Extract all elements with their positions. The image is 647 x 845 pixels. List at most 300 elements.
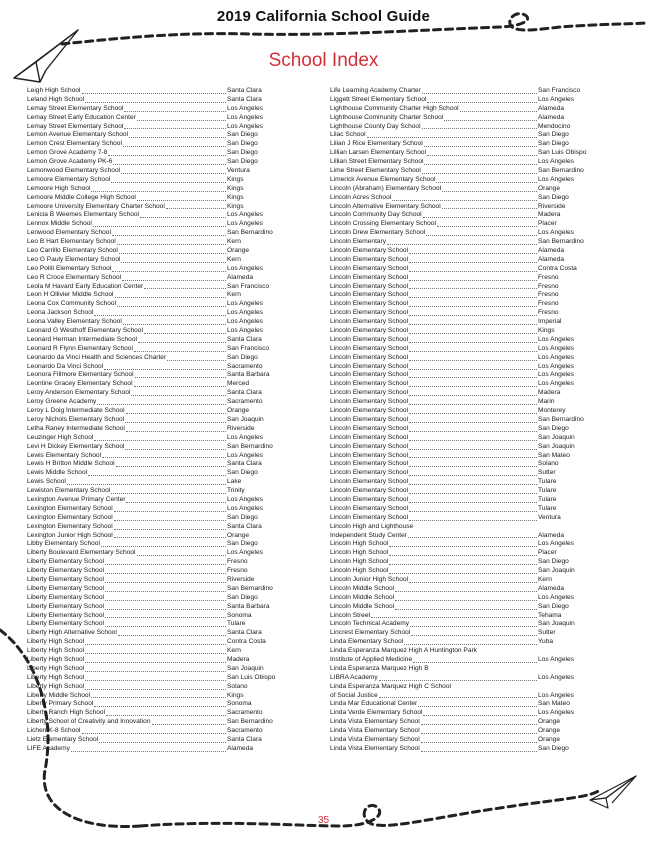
county-name: San Joaquin [538, 433, 575, 441]
dot-leader [409, 511, 537, 512]
county-name: Sacramento [227, 362, 263, 370]
index-entry [330, 558, 600, 567]
page-title: School Index [268, 50, 379, 71]
dot-leader [114, 529, 226, 530]
index-entry [27, 709, 289, 718]
school-name: Lincoln Technical Academy [330, 620, 410, 628]
county-name: Placer [538, 220, 557, 228]
school-name: Liberty Elementary School [27, 593, 104, 601]
index-entry [330, 540, 600, 549]
county-name: Los Angeles [538, 655, 574, 663]
county-name: Los Angeles [227, 211, 263, 219]
county-name: Alameda [538, 255, 565, 263]
county-name: Santa Clara [227, 95, 262, 103]
index-entry [27, 318, 289, 327]
county-name: Sutter [538, 469, 556, 477]
county-name: Los Angeles [538, 229, 574, 237]
index-entry [27, 336, 289, 345]
index-entry [330, 185, 600, 194]
school-name: Lincoln Elementary School [330, 282, 409, 290]
school-name: Leland High School [27, 95, 85, 103]
dot-leader [115, 297, 227, 298]
index-entry [330, 736, 600, 745]
index-entry [27, 354, 289, 363]
school-name: Liberty Middle School [27, 691, 91, 699]
county-name: Tulare [538, 504, 557, 512]
county-name: Los Angeles [538, 371, 574, 379]
school-name: Linda Vista Elementary School [330, 736, 420, 743]
dot-leader [409, 457, 537, 458]
dot-leader [427, 155, 537, 156]
dot-leader [129, 137, 226, 138]
dot-leader [105, 609, 226, 610]
county-name: San Diego [538, 193, 569, 201]
dot-leader [404, 644, 537, 645]
index-entry [27, 540, 289, 549]
index-entry [330, 585, 600, 594]
county-name: Solano [538, 460, 559, 468]
index-entry [330, 318, 600, 327]
county-name: San Diego [227, 469, 258, 477]
index-entry [27, 194, 289, 203]
school-name: Leon H Ollivier Middle School [27, 291, 114, 299]
school-name: Liberty High School [27, 638, 85, 646]
school-name: Liberty High School [27, 664, 85, 672]
dot-leader [114, 520, 226, 521]
index-entry [27, 220, 289, 229]
dot-leader [395, 609, 537, 610]
index-entry [27, 460, 289, 469]
index-entry [27, 87, 289, 96]
index-entry [27, 96, 289, 105]
dot-leader [118, 635, 226, 636]
county-name: Sacramento [227, 709, 263, 717]
index-entry [330, 487, 600, 496]
index-entry [27, 389, 289, 398]
dot-leader [423, 715, 537, 716]
dot-leader [85, 102, 226, 103]
dot-leader [421, 733, 537, 734]
school-name: Linda Esperanza Marquez High B [330, 664, 429, 672]
dot-leader [389, 573, 537, 574]
index-entry [27, 185, 289, 194]
dot-leader [166, 208, 226, 209]
index-entry [27, 363, 289, 372]
school-name: Lime Street Elementary School [330, 167, 421, 174]
county-name: Santa Clara [227, 460, 262, 468]
dot-leader [122, 280, 226, 281]
school-name: Lincoln Elementary School [330, 327, 409, 335]
dot-leader [379, 680, 537, 681]
school-name: Lemay Street Early Education Center [27, 113, 136, 121]
school-name: Liberty High School [27, 673, 85, 681]
county-name: San Joaquin [538, 442, 575, 450]
paper-plane-small-icon [590, 776, 636, 808]
index-entry [330, 656, 600, 665]
dot-leader [138, 342, 226, 343]
school-name: Lincoln High School [330, 540, 389, 548]
county-name: San Diego [227, 540, 258, 548]
index-entry [27, 638, 289, 647]
school-name: Lighthouse County Day School [330, 122, 421, 130]
dot-leader [409, 280, 537, 281]
index-entry [27, 629, 289, 638]
index-entry [27, 683, 289, 692]
school-name: Lincoln Elementary School [330, 335, 409, 343]
index-entry [330, 745, 600, 754]
school-name: Lincoln Elementary School [330, 407, 409, 415]
county-name: Los Angeles [538, 362, 574, 370]
index-entry [330, 647, 600, 656]
index-entry [330, 149, 600, 158]
school-name: Lincoln High and Lighthouse [330, 522, 414, 530]
county-name: Fresno [227, 558, 248, 566]
index-entry [330, 309, 600, 318]
county-name: Alameda [538, 104, 565, 112]
dot-leader [93, 226, 226, 227]
index-column-left [27, 87, 289, 754]
school-name: Lewis Middle School [27, 469, 88, 477]
county-name: Los Angeles [538, 593, 574, 601]
index-entry [27, 505, 289, 514]
dot-leader [106, 715, 226, 716]
dot-leader [67, 484, 226, 485]
county-name: Sonoma [227, 700, 252, 708]
school-name: Lincoln Elementary School [330, 451, 409, 459]
dot-leader [105, 626, 226, 627]
county-name: Kern [227, 291, 241, 299]
index-entry [27, 478, 289, 487]
county-name: Orange [538, 736, 560, 743]
dot-leader [424, 146, 537, 147]
school-name: Lincoln Elementary School [330, 398, 409, 406]
county-name: Placer [538, 549, 557, 557]
index-entry [330, 549, 600, 558]
county-name: Los Angeles [227, 309, 263, 317]
school-name: Liberty School of Creativity and Innovation [27, 718, 151, 726]
school-name: Lincoln Elementary School [330, 478, 409, 486]
school-name: Lincoln Elementary School [330, 442, 409, 450]
index-entry [330, 532, 600, 541]
county-name: San Diego [227, 131, 258, 139]
dot-leader [137, 555, 227, 556]
index-entry [330, 211, 600, 220]
dot-leader [422, 173, 537, 174]
county-name: Los Angeles [538, 344, 574, 352]
school-name: Leo G Pauly Elementary School [27, 255, 121, 263]
county-name: Los Angeles [227, 113, 263, 121]
county-name: Fresno [227, 567, 248, 575]
school-name: Lilac School [330, 131, 366, 139]
county-name: Kern [227, 238, 241, 246]
index-entry [330, 220, 600, 229]
index-entry [27, 398, 289, 407]
county-name: Sonoma [227, 611, 252, 619]
dot-leader [426, 235, 537, 236]
school-name: Leonard G Westhoff Elementary School [27, 327, 143, 335]
index-entry [330, 452, 600, 461]
dot-leader [124, 128, 226, 129]
index-entry [27, 727, 289, 736]
school-name: Linda Vista Elementary School [330, 718, 420, 726]
school-name: Lincoln Middle School [330, 602, 395, 610]
school-name: Lincoln Elementary School [330, 273, 409, 281]
county-name: San Bernardino [227, 584, 273, 592]
dot-leader [442, 208, 537, 209]
index-entry [330, 514, 600, 523]
school-name: Linda Vista Elementary School [330, 727, 420, 735]
index-entry [27, 131, 289, 140]
county-name: San Francisco [227, 344, 270, 352]
dot-leader [99, 742, 226, 743]
dot-leader [137, 200, 226, 201]
school-name: Liberty Elementary School [27, 575, 104, 583]
dot-leader [94, 440, 226, 441]
dot-leader [85, 662, 226, 663]
dot-leader [117, 244, 226, 245]
index-entry [27, 274, 289, 283]
dot-leader [137, 120, 226, 121]
county-name: Alameda [538, 584, 565, 592]
dot-leader [409, 484, 537, 485]
school-name: Lincoln Elementary School [330, 247, 409, 255]
school-name: Lincoln Elementary School [330, 300, 409, 308]
dot-leader [421, 724, 537, 725]
dot-leader [123, 324, 226, 325]
dot-leader [126, 502, 226, 503]
dot-leader [71, 751, 226, 752]
county-name: San Joaquin [538, 620, 575, 628]
index-entry [330, 683, 600, 692]
dot-leader [409, 431, 537, 432]
index-entry [330, 229, 600, 238]
dot-leader [88, 475, 226, 476]
dot-leader [421, 742, 537, 743]
index-entry [27, 247, 289, 256]
dot-leader [104, 369, 226, 370]
school-name: Lincoln Drew Elementary School [330, 229, 426, 237]
school-name: Lincoln Elementary School [330, 469, 409, 477]
index-entry [27, 105, 289, 114]
index-entry [330, 700, 600, 709]
index-entry [27, 211, 289, 220]
school-name: Leonardo da Vinci Health and Sciences Charter [27, 353, 167, 361]
school-name: Linda Vista Elementary School [330, 744, 420, 752]
dot-leader [437, 226, 537, 227]
county-name: Ventura [227, 167, 250, 174]
dot-leader [117, 306, 226, 307]
school-name: Lincoln Middle School [330, 593, 395, 601]
dot-leader [409, 369, 537, 370]
school-name: Leroy Anderson Elementary School [27, 389, 131, 397]
school-name: Lincoln Elementary School [330, 362, 409, 370]
school-name: Lincoln Elementary School [330, 318, 409, 326]
school-name: Linda Verde Elementary School [330, 709, 423, 717]
county-name: San Luis Obispo [227, 673, 276, 681]
dot-leader [409, 288, 537, 289]
dot-leader [409, 315, 537, 316]
school-name: Lincoln Elementary School [330, 353, 409, 361]
county-name: Los Angeles [538, 380, 574, 388]
school-name: Lincoln Elementary School [330, 264, 409, 272]
dot-leader [409, 377, 537, 378]
dot-leader [423, 217, 537, 218]
dot-leader [367, 137, 537, 138]
index-entry [27, 443, 289, 452]
dot-leader [135, 377, 226, 378]
school-name: LIBRA Academy [330, 673, 378, 681]
school-name: Lincoln Elementary School [330, 424, 409, 432]
index-entry [27, 407, 289, 416]
dot-leader [392, 200, 537, 201]
school-name: Liberty Ranch High School [27, 709, 106, 717]
county-name: Fresno [538, 282, 559, 290]
school-name: Linda Mar Educational Center [330, 700, 418, 708]
index-entry [27, 523, 289, 532]
school-name: Lincoln Elementary School [330, 487, 409, 495]
index-entry [27, 736, 289, 745]
index-entry [330, 140, 600, 149]
dot-leader [389, 564, 537, 565]
school-name: of Social Justice [330, 691, 378, 699]
county-name: Los Angeles [538, 335, 574, 343]
school-name: Leona Jackson School [27, 309, 94, 317]
school-name: Leo Politi Elementary School [27, 264, 112, 272]
county-name: Santa Barbara [227, 602, 270, 610]
dot-leader [387, 244, 537, 245]
dot-leader [395, 591, 537, 592]
school-name: Lincoln Junior High School [330, 575, 409, 583]
index-entry [330, 603, 600, 612]
dot-leader [424, 164, 537, 165]
dot-leader [409, 351, 537, 352]
school-name: Letha Raney Intermediate School [27, 424, 125, 432]
dot-leader [409, 502, 537, 503]
county-name: Santa Clara [227, 522, 262, 530]
dot-leader [409, 271, 537, 272]
index-entry [330, 291, 600, 300]
county-name: Trinity [227, 487, 245, 495]
dot-leader [124, 111, 226, 112]
index-entry [330, 380, 600, 389]
dot-leader [409, 297, 537, 298]
index-entry [330, 238, 600, 247]
school-name: Leonard R Flynn Elementary School [27, 344, 133, 352]
school-name: Liberty Elementary School [27, 584, 104, 592]
school-name: Lillian Street Elementary School [330, 158, 424, 166]
dot-leader [108, 155, 226, 156]
county-name: Sacramento [227, 727, 263, 735]
index-entry [330, 203, 600, 212]
school-name: Lincrest Elementary School [330, 629, 411, 637]
index-entry [330, 674, 600, 683]
county-name: Los Angeles [227, 104, 263, 112]
school-name: Lewiston Elementary School [27, 487, 111, 495]
dot-leader [409, 306, 537, 307]
dot-leader [105, 582, 226, 583]
school-name: Lemoore University Elementary Charter School [27, 202, 165, 210]
county-name: San Diego [227, 158, 258, 166]
school-name: Liberty Primary School [27, 700, 94, 708]
dot-leader [409, 395, 537, 396]
county-name: Ventura [538, 513, 561, 521]
county-name: San Diego [538, 558, 569, 566]
county-name: Imperial [538, 318, 562, 326]
index-entry [27, 603, 289, 612]
county-name: San Diego [227, 149, 258, 157]
school-name: Lewis School [27, 478, 66, 486]
index-entry [330, 638, 600, 647]
index-entry [27, 265, 289, 274]
county-name: Los Angeles [538, 158, 574, 166]
county-name: Fresno [538, 273, 559, 281]
school-name: Leona Cox Community School [27, 300, 117, 308]
index-entry [330, 247, 600, 256]
dot-leader [411, 635, 537, 636]
index-entry [330, 158, 600, 167]
dot-leader [152, 724, 226, 725]
county-name: San Joaquin [538, 567, 575, 575]
county-name: Tulare [538, 495, 557, 503]
school-name: Liberty High School [27, 647, 85, 655]
school-name: Liberty Boulevard Elementary School [27, 549, 136, 557]
school-name: Lillian Larsen Elementary School [330, 149, 427, 157]
school-name: Lincoln Elementary School [330, 291, 409, 299]
dot-leader [123, 146, 226, 147]
dot-leader [121, 262, 226, 263]
dot-leader [82, 93, 226, 94]
dot-leader [125, 422, 226, 423]
school-name: Lemon Grove Academy PK-6 [27, 158, 113, 166]
county-name: Los Angeles [227, 264, 263, 272]
index-entry [27, 283, 289, 292]
school-name: Linda Esperanza Marquez High C School [330, 682, 451, 690]
index-entry [330, 336, 600, 345]
index-entry [330, 372, 600, 381]
dot-leader [121, 173, 226, 174]
county-name: San Diego [538, 744, 569, 752]
county-name: Madera [538, 389, 561, 397]
index-entry [330, 105, 600, 114]
page-number: 35 [317, 815, 330, 826]
county-name: Los Angeles [538, 691, 574, 699]
school-name: Lincoln Elementary School [330, 513, 409, 521]
school-name: Liberty Elementary School [27, 567, 104, 575]
dot-leader [409, 582, 537, 583]
dot-leader [111, 493, 226, 494]
school-name: Lemonwood Elementary School [27, 167, 121, 174]
dot-leader [131, 395, 226, 396]
county-name: Los Angeles [538, 353, 574, 361]
dot-leader [94, 315, 226, 316]
index-entry [27, 452, 289, 461]
county-name: Kern [227, 647, 241, 655]
county-name: Los Angeles [538, 673, 574, 681]
county-name: Sacramento [227, 398, 263, 406]
school-name: Lennox Middle School [27, 220, 92, 228]
index-entry [330, 460, 600, 469]
school-name: Leo Carrillo Elementary School [27, 247, 118, 255]
county-name: Tulare [538, 487, 557, 495]
school-name: Liberty Elementary School [27, 558, 104, 566]
index-entry [27, 425, 289, 434]
school-name: Lemoore Middle College High School [27, 193, 136, 201]
index-entry [27, 532, 289, 541]
index-entry [330, 692, 600, 701]
index-entry [27, 434, 289, 443]
index-entry [330, 612, 600, 621]
dot-leader [111, 182, 226, 183]
